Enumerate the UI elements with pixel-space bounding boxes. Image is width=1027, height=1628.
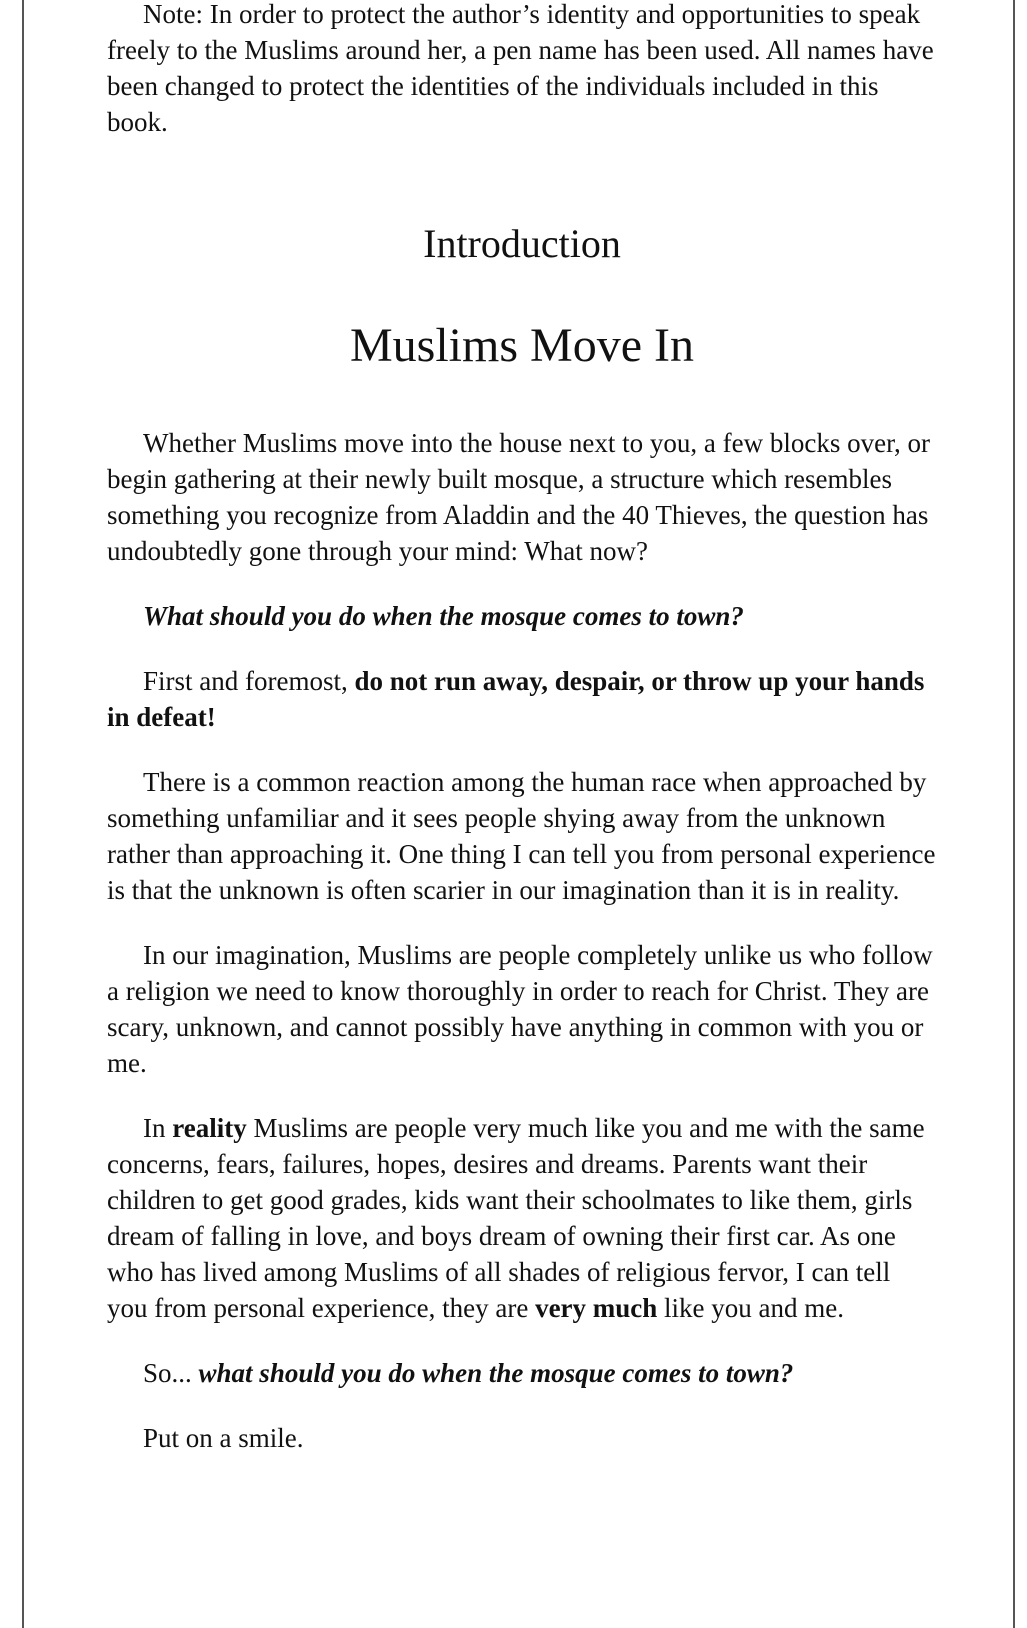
paragraph-lead-text: So... bbox=[143, 1358, 199, 1388]
paragraph-put-on-smile: Put on a smile. bbox=[143, 1423, 304, 1453]
section-heading-introduction: Introduction bbox=[423, 221, 621, 266]
text-run: In bbox=[143, 1113, 173, 1143]
document-body bbox=[107, 0, 937, 1456]
bold-emphasis: do not run away, despair, or throw up your hands in defeat! bbox=[107, 666, 925, 732]
question-callout: What should you do when the mosque comes to town? bbox=[143, 601, 744, 631]
document-page bbox=[22, 0, 1015, 1628]
chapter-title: Muslims Move In bbox=[349, 319, 694, 372]
paragraph-imagination: In our imagination, Muslims are people completely unlike us who follow a religion we need to know thoroughly in order to reach for Christ. They are scary, unknown, and cannot possibly have anything in common with you or me. bbox=[107, 940, 933, 1078]
paragraph-lead-text: First and foremost, bbox=[143, 666, 355, 696]
paragraph-first-and-foremost bbox=[107, 663, 937, 735]
paragraph-so-question bbox=[107, 1355, 937, 1391]
paragraph-common-reaction: There is a common reaction among the human race when approached by something unfamiliar and it sees people shying away from the unknown rather than approaching it. One thing I can tell you from personal experience is that the unknown is often scarier in our imagination than it is in reality. bbox=[107, 767, 936, 905]
text-run: Muslims are people very much like you and me with the same concerns, fears, failures, hopes, desires and dreams. Parents want their children to get good grades, kids want their schoolmates to like them, girls dream of falling in love, and boys dream of owning their first car. As one who has lived among Muslims of all shades of religious fervor, I can tell you from personal experience, they are bbox=[107, 1113, 925, 1323]
author-note: Note: In order to protect the author’s identity and opportunities to speak freely to the Muslims around her, a pen name has been used. All names have been changed to protect the identities of the individuals included in this book. bbox=[107, 0, 934, 137]
question-emphasis: what should you do when the mosque comes to town? bbox=[198, 1358, 794, 1388]
text-run: like you and me. bbox=[657, 1293, 845, 1323]
paragraph-opening: Whether Muslims move into the house next to you, a few blocks over, or begin gathering at their newly built mosque, a structure which resembles something you recognize from Aladdin and the 40 Thieves, the question has undoubtedly gone through your mind: What now? bbox=[107, 428, 931, 566]
paragraph-reality bbox=[107, 1110, 937, 1326]
bold-emphasis-reality: reality bbox=[172, 1113, 247, 1143]
bold-emphasis-very-much: very much bbox=[535, 1293, 658, 1323]
